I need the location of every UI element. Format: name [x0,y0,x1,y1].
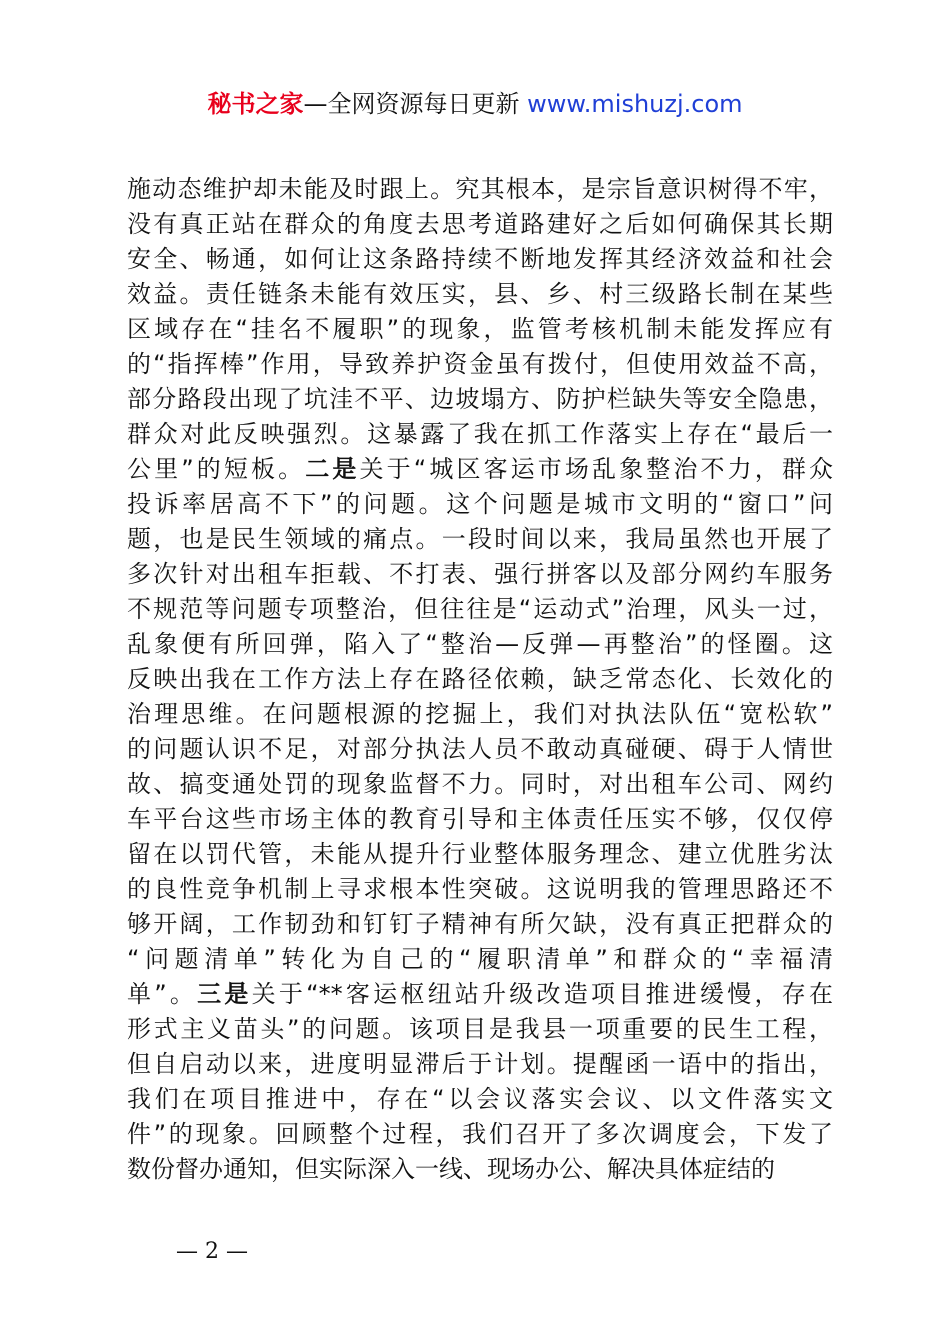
text-segment: 投诉率居高不下”的问题。这个问题是城市文明的“窗口”问 [127,490,833,518]
text-line [127,1047,833,1082]
text-line [127,522,833,557]
text-line [127,382,833,417]
text-segment: 留在以罚代管，未能从提升行业整体服务理念、建立优胜劣汰 [127,840,833,868]
text-line [127,1117,833,1152]
text-segment: 施动态维护却未能及时跟上。究其根本，是宗旨意识树得不牢， [127,175,833,203]
text-segment: 故、搞变通处罚的现象监督不力。同时，对出租车公司、网约 [127,770,833,798]
text-segment: 但自启动以来，进度明显滞后于计划。提醒函一语中的指出， [127,1050,833,1078]
text-segment: 我们在项目推进中，存在“以会议落实会议、以文件落实文 [127,1085,833,1113]
text-line [127,627,833,662]
text-segment: 区域存在“挂名不履职”的现象，监管考核机制未能发挥应有 [127,315,833,343]
text-segment: 效益。责任链条未能有效压实，县、乡、村三级路长制在某些 [127,280,833,308]
text-line [127,242,833,277]
text-segment: 数份督办通知，但实际深入一线、现场办公、解决具体症结的 [127,1155,775,1183]
text-line [127,662,833,697]
section-marker: 三是 [197,980,252,1008]
text-segment: 群众对此反映强烈。这暴露了我在抓工作落实上存在“最后一 [127,420,833,448]
text-line [127,1082,833,1117]
text-line [127,907,833,942]
text-line [127,487,833,522]
text-segment: 治理思维。在问题根源的挖掘上，我们对执法队伍“宽松软” [127,700,833,728]
site-header [0,86,950,122]
text-segment: 乱象便有所回弹，陷入了“整治—反弹—再整治”的怪圈。这 [127,630,833,658]
text-segment: 题，也是民生领域的痛点。一段时间以来，我局虽然也开展了 [127,525,833,553]
page-number: — 2 — [176,1239,248,1264]
text-line [127,277,833,312]
text-line [127,592,833,627]
text-line [127,872,833,907]
text-segment: 车平台这些市场主体的教育引导和主体责任压实不够，仅仅停 [127,805,833,833]
text-line [127,172,833,207]
text-segment: “问题清单”转化为自己的“履职清单”和群众的“幸福清 [127,945,833,973]
text-segment: 的良性竞争机制上寻求根本性突破。这说明我的管理思路还不 [127,875,833,903]
text-segment: 够开阔，工作韧劲和钉钉子精神有所欠缺，没有真正把群众的 [127,910,833,938]
text-line [127,1012,833,1047]
text-segment: 没有真正站在群众的角度去思考道路建好之后如何确保其长期 [127,210,833,238]
text-line [127,452,833,487]
text-line [127,837,833,872]
text-line [127,732,833,767]
text-line [127,347,833,382]
text-segment: 反映出我在工作方法上存在路径依赖，缺乏常态化、长效化的 [127,665,833,693]
text-segment: 部分路段出现了坑洼不平、边坡塌方、防护栏缺失等安全隐患， [127,385,833,413]
text-line [127,207,833,242]
text-segment: 多次针对出租车拒载、不打表、强行拼客以及部分网约车服务 [127,560,833,588]
brand-name: 秘书之家 [207,90,304,118]
text-line [127,767,833,802]
text-segment: 不规范等问题专项整治，但往往是“运动式”治理，风头一过， [127,595,833,623]
text-line [127,557,833,592]
body-text [127,172,833,1187]
text-line [127,1152,833,1187]
text-segment: 的问题认识不足，对部分执法人员不敢动真碰硬、碍于人情世 [127,735,833,763]
text-line [127,312,833,347]
text-line [127,697,833,732]
text-segment: 形式主义苗头”的问题。该项目是我县一项重要的民生工程， [127,1015,833,1043]
text-segment: 的“指挥棒”作用，导致养护资金虽有拨付，但使用效益不高， [127,350,833,378]
text-line [127,802,833,837]
text-segment: 件”的现象。回顾整个过程，我们召开了多次调度会，下发了 [127,1120,833,1148]
text-segment: 单”。 [127,980,198,1008]
text-segment: 公里”的短板。 [127,455,306,483]
text-segment: 关于“**客运枢纽站升级改造项目推进缓慢，存在 [251,980,833,1008]
text-line [127,417,833,452]
text-segment: 安全、畅通，如何让这条路持续不断地发挥其经济效益和社会 [127,245,833,273]
text-line [127,977,833,1012]
section-marker: 二是 [305,455,360,483]
text-segment: 关于“城区客运市场乱象整治不力，群众 [359,455,833,483]
text-line [127,942,833,977]
header-tagline: —全网资源每日更新 [303,90,520,118]
site-url[interactable]: www.mishuzj.com [527,90,743,118]
